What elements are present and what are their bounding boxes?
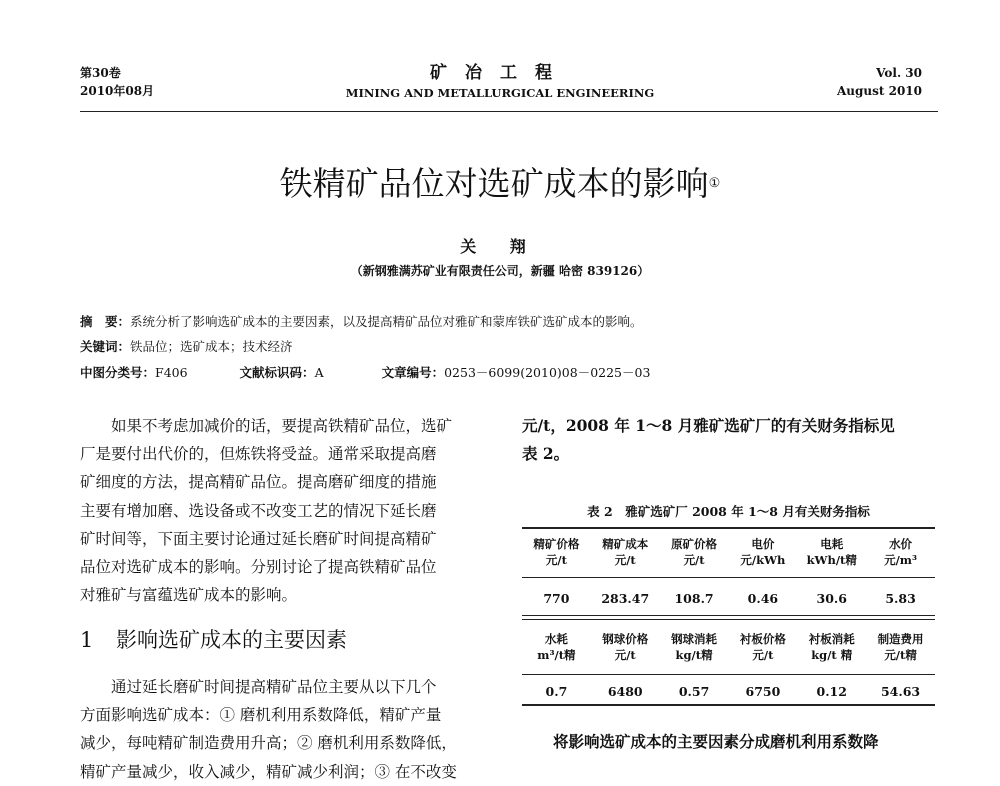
- table-cell: 770: [543, 590, 570, 606]
- table-cell: 0.7: [545, 683, 568, 699]
- title-footnote-mark: ①: [708, 176, 721, 191]
- title-text: 铁精矿品位对选矿成本的影响: [279, 164, 709, 203]
- text-line: 通过延长磨矿时间提高精矿品位主要从以下几个: [111, 678, 437, 696]
- table-row-1: [522, 588, 935, 608]
- text-line: 精矿产量减少，收入减少，精矿减少利润；③ 在不改变: [80, 762, 457, 781]
- table-header-cell: 制造费用 元/t精: [877, 632, 924, 662]
- table-double-rule-top: [522, 615, 935, 616]
- table-header-cell: 精矿成本 元/t: [602, 537, 649, 567]
- table-cell: 283.47: [601, 590, 650, 606]
- doc-code-label: 文献标识码：: [239, 365, 315, 380]
- table-cell: 6750: [745, 683, 781, 699]
- table-cell: 30.6: [816, 590, 847, 606]
- journal-en: MINING AND METALLURGICAL ENGINEERING: [345, 86, 655, 100]
- text-line: 矿细度的方法，提高精矿品位。提高磨矿细度的措施: [80, 473, 437, 492]
- table-header-cell: 钢球价格 元/t: [602, 632, 649, 662]
- section-number: 1: [80, 628, 94, 652]
- text-line: 如果不考虑加减价的话，要提高铁精矿品位，选矿: [111, 417, 453, 435]
- table-cell: 0.46: [747, 590, 779, 606]
- table-header-cell: 水耗 m³/t精: [537, 632, 576, 662]
- right-para-2: [522, 728, 935, 756]
- table-double-rule-bottom: [522, 619, 935, 620]
- text-line: 主要有增加磨、选设备或不改变工艺的情况下延长磨: [80, 501, 437, 520]
- table-caption: 表 2 雅矿选矿厂 2008 年 1～8 月有关财务指标: [587, 504, 870, 519]
- table-header-cell: 电价 元/kWh: [740, 537, 786, 567]
- text-line: 对雅矿与富蕴选矿成本的影响。: [80, 586, 298, 605]
- doc-code-value: A: [314, 365, 324, 380]
- journal-name: [300, 62, 700, 102]
- text-line: 方面影响选矿成本：① 磨机利用系数降低，精矿产量: [80, 706, 442, 725]
- header-rule: [80, 111, 938, 112]
- table-cell: 0.57: [678, 683, 710, 699]
- table-header-cell: 衬板价格 元/t: [739, 632, 786, 662]
- text-line: 将影响选矿成本的主要因素分成磨机利用系数降: [553, 732, 879, 751]
- table-header-cell: 钢球消耗 kg/t精: [671, 632, 718, 662]
- table-rule: [522, 674, 935, 675]
- header-volume-date-en: [837, 64, 922, 100]
- author: 关 翔: [460, 237, 540, 256]
- clc-label: 中图分类号：: [80, 365, 156, 380]
- abstract: [80, 313, 643, 331]
- abstract-label: 摘 要：: [80, 314, 131, 329]
- left-para-2: [80, 673, 492, 786]
- article-no-label: 文章编号：: [381, 365, 445, 380]
- article-no-value: 0253－6099(2010)08－0225－03: [444, 365, 651, 380]
- section-heading: [80, 624, 347, 654]
- table-cell: 54.63: [880, 683, 921, 699]
- affiliation: （新钢雅满苏矿业有限责任公司，新疆 哈密 839126）: [350, 264, 650, 278]
- volume-en: Vol. 30: [876, 66, 922, 80]
- table-row-2: [522, 681, 935, 701]
- table-header-cell: 精矿价格 元/t: [533, 537, 580, 567]
- keywords-label: 关键词：: [80, 339, 131, 354]
- right-para-1: [522, 412, 935, 468]
- table-header-cell: 衬板消耗 kg/t 精: [808, 632, 855, 662]
- table-cell: 108.7: [674, 590, 714, 606]
- table-header-cell: 电耗 kWh/t精: [806, 537, 857, 567]
- section-title: 影响选矿成本的主要因素: [116, 628, 347, 652]
- table-bottom-rule: [522, 704, 935, 706]
- table-cell: 6480: [607, 683, 643, 699]
- table-cell: 5.83: [885, 590, 916, 606]
- text-line: 表 2。: [522, 444, 570, 464]
- journal-cn: 矿冶工程: [430, 63, 570, 83]
- abstract-text: 系统分析了影响选矿成本的主要因素，以及提高精矿品位对雅矿和蒙库铁矿选矿成本的影响。: [130, 314, 643, 329]
- volume-cn: 第30卷: [80, 66, 121, 80]
- table-header-cell: 水价 元/m³: [884, 537, 918, 567]
- date-cn: 2010年08月: [80, 84, 155, 98]
- text-line: 元/t，2008 年 1～8 月雅矿选矿厂的有关财务指标见: [522, 416, 895, 435]
- header-volume-date: [80, 64, 154, 100]
- left-para-1: [80, 412, 492, 609]
- text-line: 品位对选矿成本的影响。分别讨论了提高铁精矿品位: [80, 557, 437, 576]
- text-line: 矿时间等，下面主要讨论通过延长磨矿时间提高精矿: [80, 529, 437, 548]
- text-line: 厂是要付出代价的，但炼铁将受益。通常采取提高磨: [80, 445, 437, 464]
- table-header-cell: 原矿价格 元/t: [671, 537, 718, 567]
- table-top-rule: [522, 527, 935, 529]
- date-en: August 2010: [836, 84, 922, 98]
- table-header-1: [522, 532, 935, 572]
- table-cell: 0.12: [816, 683, 847, 699]
- text-line: 减少，每吨精矿制造费用升高；② 磨机利用系数降低，: [80, 734, 457, 753]
- article-title: [0, 162, 1000, 206]
- keywords: [80, 338, 293, 356]
- classification-line: [80, 364, 650, 382]
- keywords-text: 铁品位；选矿成本；技术经济: [130, 339, 293, 354]
- table-rule: [522, 577, 935, 578]
- table-header-2: [522, 626, 935, 668]
- clc-value: F406: [155, 365, 188, 380]
